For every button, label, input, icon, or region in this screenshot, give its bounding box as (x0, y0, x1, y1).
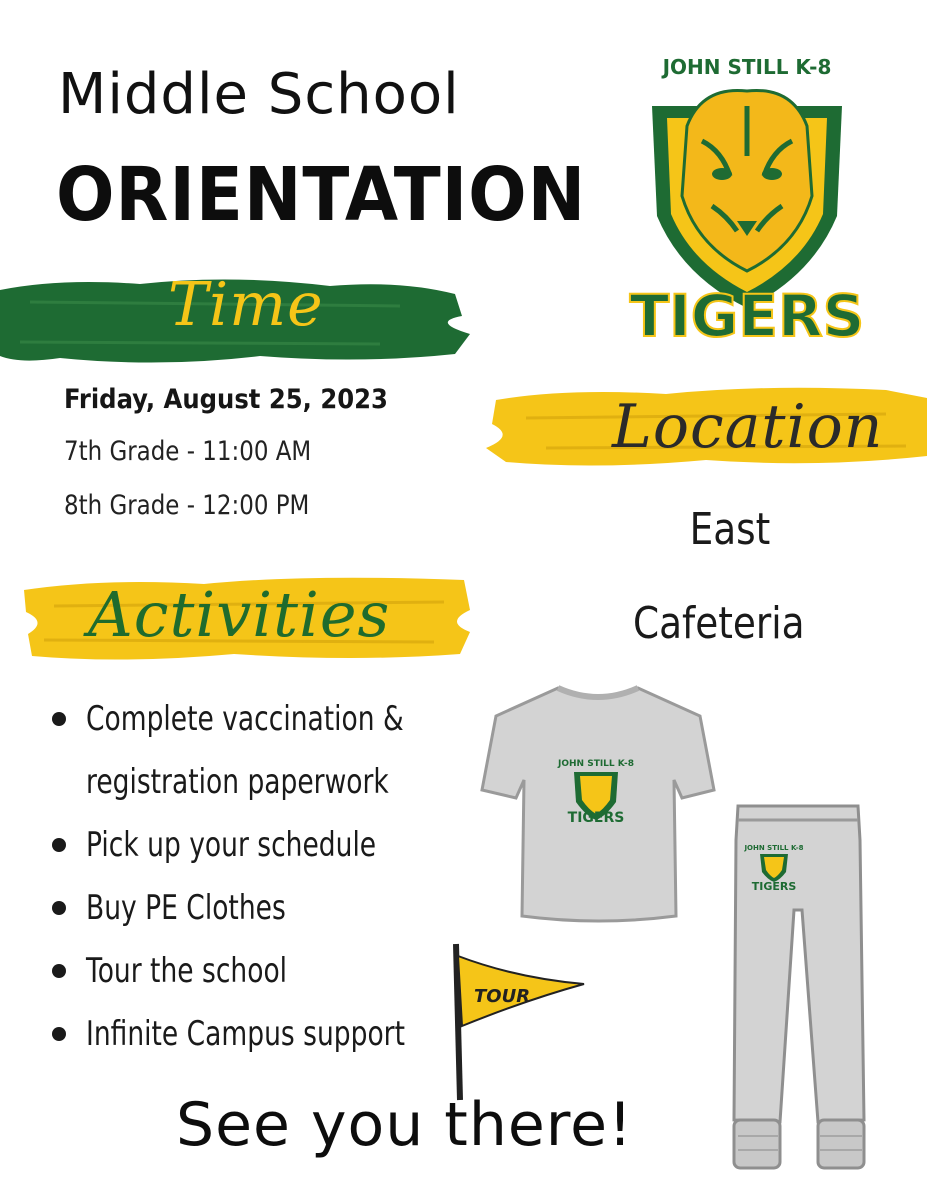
list-item: Tour the school (44, 940, 495, 1003)
list-item: Pick up your schedule (44, 814, 495, 877)
bullet-icon (52, 712, 66, 726)
bullet-icon (52, 838, 66, 852)
bullet-icon (52, 901, 66, 915)
activities-list (44, 688, 495, 1066)
shirt-mascot: TIGERS (567, 810, 625, 826)
pants-school-name: JOHN STILL K-8 (744, 844, 804, 852)
pe-pants-image (722, 800, 874, 1174)
logo-school-name: JOHN STILL K-8 (662, 55, 832, 79)
pants-mascot: TIGERS (751, 880, 797, 893)
school-logo (612, 46, 882, 346)
list-item: Complete vaccination & (44, 688, 495, 751)
tshirt-icon (478, 680, 718, 926)
tiger-shield-icon (612, 46, 882, 346)
time-slot-7th: 7th Grade - 11:00 AM (64, 436, 312, 467)
list-item: Buy PE Clothes (44, 877, 495, 940)
list-item: Infinite Campus support (44, 1003, 495, 1066)
time-heading: Time (168, 270, 324, 340)
tour-pennant (446, 940, 588, 1104)
location-heading: Location (612, 392, 884, 462)
pe-shirt-image (478, 680, 718, 926)
shirt-school-name: JOHN STILL K-8 (558, 759, 634, 769)
pants-icon (722, 800, 874, 1174)
location-line1: East (689, 504, 771, 555)
pennant-label: TOUR (474, 986, 531, 1007)
bullet-icon (52, 964, 66, 978)
location-line2: Cafeteria (633, 598, 805, 649)
event-date: Friday, August 25, 2023 (64, 384, 388, 415)
page-title-line1: Middle School (58, 62, 460, 127)
closing-message: See you there! (176, 1090, 634, 1160)
pennant-flag-icon (446, 940, 588, 1104)
list-item: registration paperwork (86, 762, 389, 802)
activities-heading: Activities (88, 578, 391, 651)
time-slot-8th: 8th Grade - 12:00 PM (64, 490, 310, 521)
bullet-icon (52, 1027, 66, 1041)
page-title-line2: ORIENTATION (56, 152, 587, 238)
logo-mascot: TIGERS (629, 282, 865, 346)
